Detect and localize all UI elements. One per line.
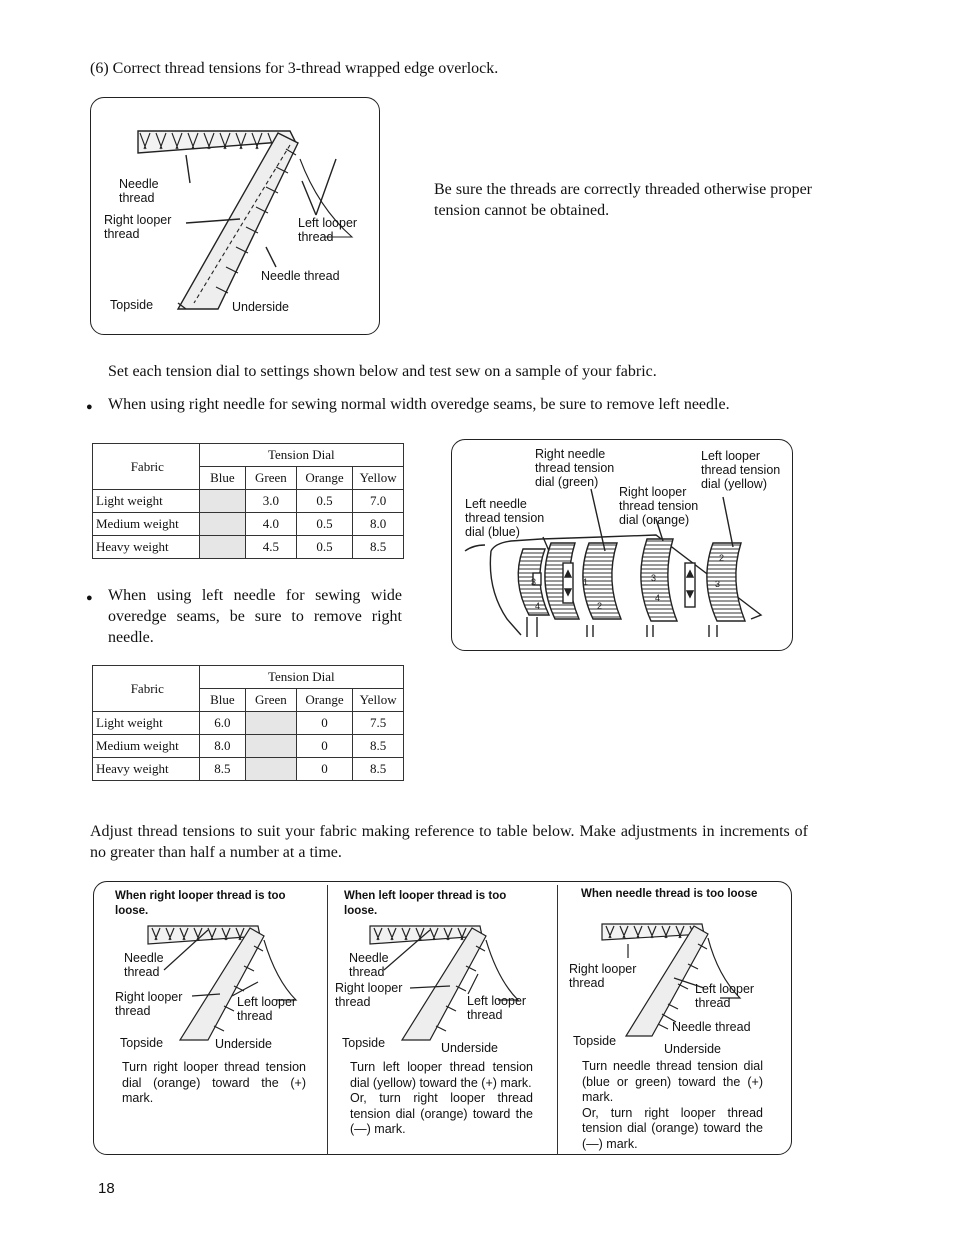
diagram-label-right-looper: Right looper thread (104, 213, 172, 241)
table-row (93, 536, 404, 559)
svg-text:3: 3 (651, 573, 657, 583)
table-row (93, 758, 404, 781)
diagram-label-underside: Underside (232, 300, 289, 314)
case2-label-left-looper: Left looper thread (467, 994, 527, 1022)
adjust-text: Adjust thread tensions to suit your fabric making reference to table below. Make adjustments in increments of no greater than half a number at a time. (90, 823, 808, 861)
case-instruction-right-looper: Turn right looper thread tension dial (orange) toward the (+) mark. (122, 1060, 306, 1105)
table-cell-fabric: Medium weight (93, 513, 200, 536)
table-cell-orange: 0 (296, 712, 353, 735)
table-cell-green: 3.0 (246, 490, 297, 513)
case-title-right-looper-loose: When right looper thread is too loose. (115, 890, 286, 917)
table-cell-fabric: Light weight (93, 490, 200, 513)
table-row (93, 490, 404, 513)
table-row (93, 735, 404, 758)
table-header-orange: Orange (296, 467, 353, 490)
table-cell-blue (199, 490, 246, 513)
svg-text:2: 2 (719, 553, 725, 563)
table-header-yellow: Yellow (353, 467, 404, 490)
table-header-fabric: Fabric (93, 444, 200, 490)
table-cell-orange: 0.5 (296, 536, 353, 559)
table-cell-yellow: 7.0 (353, 490, 404, 513)
dial-label-right-looper: Right looper thread tension dial (orange) (619, 485, 699, 527)
table-header-fabric: Fabric (93, 666, 200, 712)
table-header-yellow: Yellow (353, 689, 404, 712)
tension-table-left-needle (92, 665, 404, 781)
dial-label-left-looper: Left looper thread tension dial (yellow) (701, 449, 781, 491)
table-cell-yellow: 7.5 (353, 712, 404, 735)
table-header-tension-dial: Tension Dial (199, 444, 403, 467)
table-cell-fabric: Heavy weight (93, 536, 200, 559)
table-cell-blue (199, 536, 246, 559)
table-cell-orange: 0 (296, 735, 353, 758)
case2-label-underside: Underside (441, 1041, 498, 1055)
bullet-right-needle: ● When using right needle for sewing normal width overedge seams, be sure to remove left needle. (108, 394, 730, 415)
case-title-needle-loose: When needle thread is too loose (581, 888, 758, 900)
table-cell-yellow: 8.5 (353, 758, 404, 781)
case2-label-needle: Needle thread (349, 951, 389, 979)
case2-label-topside: Topside (342, 1036, 386, 1050)
table-cell-green (246, 735, 297, 758)
case2-label-right-looper: Right looper thread (335, 981, 403, 1009)
bullet-left-needle: ● When using left needle for sewing wide overedge seams, be sure to remove right needle. (108, 585, 402, 648)
dial-label-right-needle: Right needle thread tension dial (green) (535, 447, 615, 489)
table-cell-green: 4.5 (246, 536, 297, 559)
case3-label-topside: Topside (573, 1034, 617, 1048)
table-row (93, 513, 404, 536)
svg-text:3: 3 (715, 579, 721, 589)
stitch-illustration-right-looper (108, 920, 318, 1050)
table-cell-blue: 8.5 (199, 758, 246, 781)
table-cell-blue: 8.0 (199, 735, 246, 758)
table-cell-orange: 0 (296, 758, 353, 781)
table-cell-green: 4.0 (246, 513, 297, 536)
tension-table-right-needle (92, 443, 404, 559)
table-cell-green (246, 712, 297, 735)
table-cell-blue: 6.0 (199, 712, 246, 735)
table-header-green: Green (246, 689, 297, 712)
svg-text:3: 3 (531, 577, 537, 587)
table-header-orange: Orange (296, 689, 353, 712)
column-divider (557, 885, 558, 1155)
table-cell-fabric: Heavy weight (93, 758, 200, 781)
svg-text:4: 4 (655, 593, 661, 603)
diagram-label-topside: Topside (110, 298, 154, 312)
case1-label-right-looper: Right looper thread (115, 990, 183, 1018)
diagram-label-needle-thread-top: Needle thread (119, 177, 159, 205)
svg-text:1: 1 (583, 577, 589, 587)
case1-label-underside: Underside (215, 1037, 272, 1051)
table-header-blue: Blue (199, 467, 246, 490)
table-cell-yellow: 8.5 (353, 735, 404, 758)
svg-text:4: 4 (535, 601, 541, 611)
case-instruction-left-looper: Turn left looper thread tension dial (yellow) toward the (+) mark. Or, turn right looper thread tension dial (orange) toward the (—) mark. (350, 1060, 533, 1136)
table-cell-orange: 0.5 (296, 490, 353, 513)
table-cell-fabric: Light weight (93, 712, 200, 735)
table-cell-orange: 0.5 (296, 513, 353, 536)
table-cell-yellow: 8.5 (353, 536, 404, 559)
table-row (93, 712, 404, 735)
diagram-label-needle-thread: Needle thread (261, 269, 340, 283)
table-cell-green (246, 758, 297, 781)
svg-text:2: 2 (597, 601, 603, 611)
table-header-green: Green (246, 467, 297, 490)
table-header-tension-dial: Tension Dial (199, 666, 403, 689)
table-cell-yellow: 8.0 (353, 513, 404, 536)
section-heading: (6) Correct thread tensions for 3-thread wrapped edge overlock. (90, 60, 499, 77)
dial-label-left-needle: Left needle thread tension dial (blue) (465, 497, 545, 539)
page-number: 18 (98, 1180, 115, 1197)
case1-label-needle: Needle thread (124, 951, 164, 979)
case3-label-needle: Needle thread (672, 1020, 751, 1034)
diagram-label-left-looper: Left looper thread (298, 216, 358, 244)
case3-label-left-looper: Left looper thread (695, 982, 755, 1010)
case1-label-left-looper: Left looper thread (237, 995, 297, 1023)
table-header-blue: Blue (199, 689, 246, 712)
case3-label-underside: Underside (664, 1042, 721, 1056)
table-cell-blue (199, 513, 246, 536)
case-title-left-looper-loose: When left looper thread is too loose. (344, 890, 507, 917)
column-divider (327, 885, 328, 1155)
case1-label-topside: Topside (120, 1036, 164, 1050)
table-cell-fabric: Medium weight (93, 735, 200, 758)
case3-label-right-looper: Right looper thread (569, 962, 637, 990)
intro-text: Be sure the threads are correctly threaded otherwise proper tension cannot be obtained. (434, 181, 812, 219)
case-instruction-needle: Turn needle thread tension dial (blue or green) toward the (+) mark. Or, turn right looper thread tension dial (orange) toward the (—) mark. (582, 1059, 763, 1151)
set-dial-text: Set each tension dial to settings shown below and test sew on a sample of your fabric. (108, 363, 657, 380)
